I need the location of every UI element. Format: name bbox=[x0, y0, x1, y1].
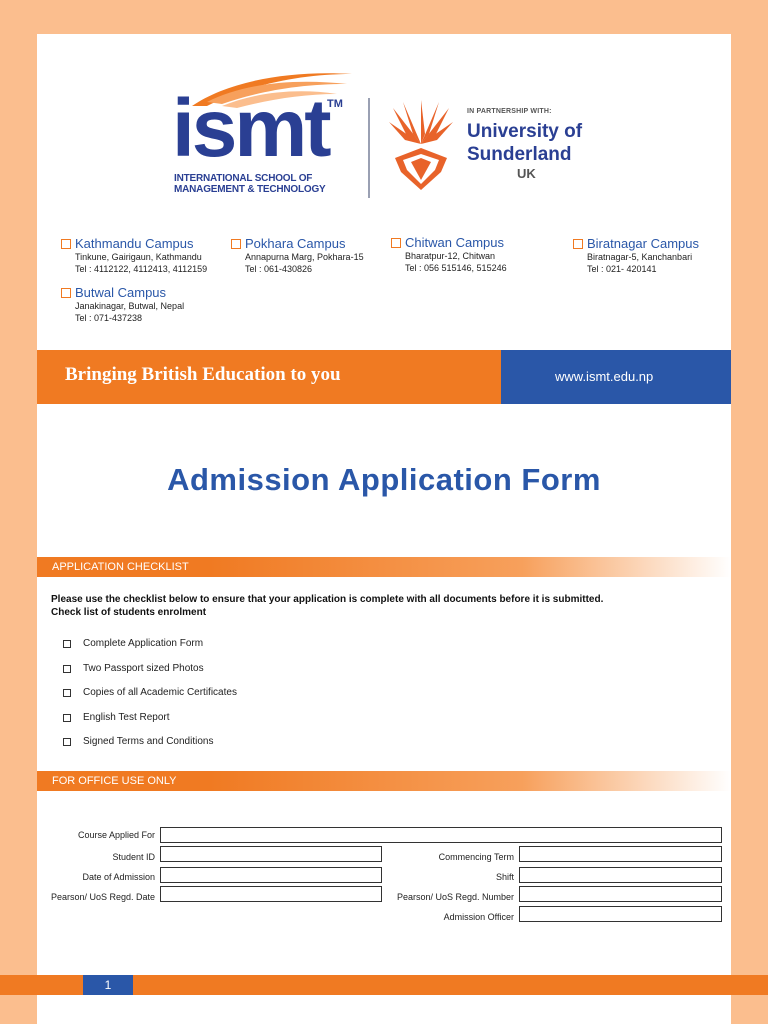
student-id-label: Student ID bbox=[112, 852, 155, 862]
checklist-item-label: Copies of all Academic Certificates bbox=[83, 687, 237, 698]
pearson-regd-number-field[interactable] bbox=[519, 886, 722, 902]
checkbox-icon bbox=[391, 238, 401, 248]
campus-name: Pokhara Campus bbox=[245, 236, 346, 251]
student-id-field[interactable] bbox=[160, 846, 382, 862]
partner-name-line1: University of bbox=[467, 121, 583, 142]
admission-officer-field[interactable] bbox=[519, 906, 722, 922]
admission-officer-label: Admission Officer bbox=[443, 912, 514, 922]
campus-name: Kathmandu Campus bbox=[75, 236, 194, 251]
shift-field[interactable] bbox=[519, 867, 722, 883]
partner-name-line2: Sunderland bbox=[467, 144, 572, 165]
campus-kathmandu bbox=[61, 236, 207, 275]
campus-tel: Tel : 021- 420141 bbox=[587, 264, 657, 274]
campus-butwal bbox=[61, 285, 184, 324]
checklist-heading: APPLICATION CHECKLIST bbox=[52, 561, 189, 573]
trademark-mark: TM bbox=[327, 98, 343, 110]
ismt-full-name: INTERNATIONAL SCHOOL OF MANAGEMENT & TECHNOLOGY bbox=[174, 173, 326, 195]
checklist-item-label: Complete Application Form bbox=[83, 638, 204, 649]
course-applied-field[interactable] bbox=[160, 827, 722, 843]
campus-tel: Tel : 056 515146, 515246 bbox=[405, 263, 507, 273]
campus-address: Annapurna Marg, Pokhara-15 bbox=[245, 252, 364, 262]
checklist-section-header bbox=[37, 557, 731, 577]
checkbox-icon bbox=[61, 288, 71, 298]
website-link[interactable]: www.ismt.edu.np bbox=[555, 369, 654, 384]
tagline-banner bbox=[37, 350, 501, 404]
checklist-instructions bbox=[51, 594, 721, 619]
sunderland-emblem-icon bbox=[389, 100, 453, 192]
pearson-regd-date-label: Pearson/ UoS Regd. Date bbox=[50, 892, 155, 902]
tagline-text: Bringing British Education to you bbox=[65, 364, 341, 385]
campus-name: Butwal Campus bbox=[75, 285, 167, 300]
shift-label: Shift bbox=[495, 872, 514, 882]
checkbox-icon[interactable] bbox=[63, 689, 71, 697]
campus-tel: Tel : 4112122, 4112413, 4112159 bbox=[75, 264, 208, 274]
commencing-term-field[interactable] bbox=[519, 846, 722, 862]
checklist-item[interactable] bbox=[63, 736, 213, 747]
campus-address: Janakinagar, Butwal, Nepal bbox=[75, 301, 185, 311]
checklist-item-label: Signed Terms and Conditions bbox=[83, 736, 214, 747]
office-section-header bbox=[37, 771, 731, 791]
checkbox-icon[interactable] bbox=[63, 665, 71, 673]
checkbox-icon[interactable] bbox=[63, 738, 71, 746]
checkbox-icon[interactable] bbox=[63, 714, 71, 722]
commencing-term-label: Commencing Term bbox=[438, 852, 514, 862]
instruction-line1: Please use the checklist below to ensure that your application is complete with all documents before it is submitted. bbox=[51, 594, 604, 605]
checklist-item-label: English Test Report bbox=[83, 712, 170, 723]
date-of-admission-label: Date of Admission bbox=[82, 872, 155, 882]
campus-name: Chitwan Campus bbox=[405, 235, 504, 250]
checklist-item[interactable] bbox=[63, 712, 170, 723]
checkbox-icon bbox=[61, 239, 71, 249]
pearson-regd-date-field[interactable] bbox=[160, 886, 382, 902]
checklist-item[interactable] bbox=[63, 663, 204, 674]
campus-chitwan bbox=[391, 235, 507, 274]
checkbox-icon bbox=[231, 239, 241, 249]
partner-country: UK bbox=[517, 166, 536, 181]
instruction-line2: Check list of students enrolment bbox=[51, 606, 207, 618]
campus-address: Biratnagar-5, Kanchanbari bbox=[587, 252, 693, 262]
page-number-badge bbox=[83, 975, 133, 995]
course-applied-label: Course Applied For bbox=[77, 830, 155, 840]
checklist-item[interactable] bbox=[63, 638, 203, 649]
campus-name: Biratnagar Campus bbox=[587, 236, 699, 251]
website-banner bbox=[501, 350, 731, 404]
campus-biratnagar bbox=[573, 236, 699, 275]
partner-university-name bbox=[467, 120, 582, 166]
checkbox-icon[interactable] bbox=[63, 640, 71, 648]
pearson-regd-number-label: Pearson/ UoS Regd. Number bbox=[396, 892, 514, 902]
campus-tel: Tel : 061-430826 bbox=[245, 264, 313, 274]
office-heading: FOR OFFICE USE ONLY bbox=[52, 775, 177, 787]
checkbox-icon bbox=[573, 239, 583, 249]
document-page bbox=[37, 34, 731, 1024]
ismt-logo-text: ismt bbox=[172, 83, 329, 174]
checklist-item-label: Two Passport sized Photos bbox=[83, 663, 204, 674]
checklist-item[interactable] bbox=[63, 687, 237, 698]
page-number: 1 bbox=[104, 978, 112, 992]
date-of-admission-field[interactable] bbox=[160, 867, 382, 883]
form-title: Admission Application Form bbox=[167, 462, 601, 497]
campus-tel: Tel : 071-437238 bbox=[75, 313, 143, 323]
campus-pokhara bbox=[231, 236, 364, 275]
logo-divider bbox=[368, 98, 370, 198]
campus-address: Bharatpur-12, Chitwan bbox=[405, 251, 496, 261]
campus-address: Tinkune, Gairigaun, Kathmandu bbox=[75, 252, 202, 262]
partner-label: IN PARTNERSHIP WITH: bbox=[467, 108, 552, 115]
